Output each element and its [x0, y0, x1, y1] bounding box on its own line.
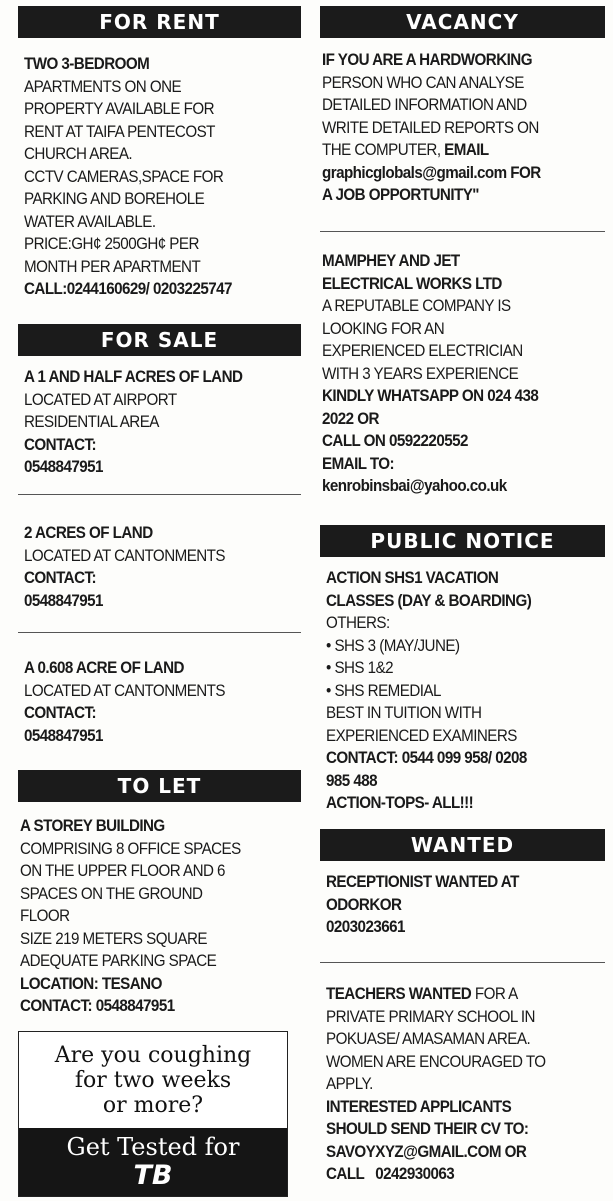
ad-line: WATER AVAILABLE.: [24, 212, 156, 231]
ad-line: CCTV CAMERAS,SPACE FOR: [24, 167, 224, 186]
vacancy-heading: VACANCY: [320, 6, 605, 38]
ad-line: CHURCH AREA.: [24, 145, 133, 163]
ad-line: LOCATED AT CANTONMENTS: [24, 681, 225, 700]
ad-line: LOCATED AT AIRPORT: [24, 390, 177, 409]
tb-ad-cta: [19, 1128, 287, 1196]
teachers-ad: [326, 983, 609, 1186]
ad-email-label: EMAIL: [444, 141, 489, 159]
list-item: • SHS 3 (MAY/JUNE): [326, 635, 609, 658]
ad-call: CALL:0244160629/ 0203225747: [24, 280, 232, 298]
ad-line: PERSON WHO CAN ANALYSE: [322, 73, 524, 92]
ad-line: RESIDENTIAL AREA: [24, 413, 159, 431]
ad-contact: SHOULD SEND THEIR CV TO:: [326, 1120, 529, 1138]
ad-call-label: CALL: [326, 1165, 365, 1183]
ad-contact: CONTACT: 0544 099 958/ 0208: [326, 749, 527, 767]
tb-line: Are you coughing: [54, 1042, 252, 1068]
ad-line: SIZE 219 METERS SQUARE: [20, 929, 207, 948]
tb-line: for two weeks: [74, 1067, 232, 1093]
ad-contact: EMAIL TO:: [322, 454, 395, 473]
ad-phone: 0203023661: [326, 918, 405, 936]
tb-health-ad: [18, 1031, 288, 1197]
ad-contact: ACTION-TOPS- ALL!!!: [326, 794, 474, 812]
ad-location: LOCATION: TESANO: [20, 974, 162, 993]
tb-line: or more?: [102, 1092, 204, 1118]
ad-line: RENT AT TAIFA PENTECOST: [24, 122, 215, 141]
to-let-heading: TO LET: [18, 770, 301, 802]
tb-line: Get Tested for: [66, 1133, 240, 1161]
ad-line: WRITE DETAILED REPORTS ON: [322, 118, 539, 137]
ad-email: graphicglobals@gmail.com FOR: [322, 163, 541, 182]
ad-line: WITH 3 YEARS EXPERIENCE: [322, 364, 519, 383]
for-sale-ad-1: [24, 366, 305, 479]
list-item: • SHS 1&2: [326, 657, 609, 680]
ad-title: MAMPHEY AND JET: [322, 252, 460, 270]
for-sale-ad-2: [24, 522, 305, 612]
ad-call: [326, 1163, 609, 1186]
public-notice-ad: [326, 567, 609, 815]
ad-title: RECEPTIONIST WANTED AT: [326, 873, 519, 891]
ad-line: BEST IN TUITION WITH: [326, 704, 482, 722]
ad-line: MONTH PER APARTMENT: [24, 257, 201, 276]
ad-line: LOCATED AT CANTONMENTS: [24, 546, 225, 565]
ad-line: WOMEN ARE ENCOURAGED TO: [326, 1052, 546, 1071]
list-item: • SHS REMEDIAL: [326, 680, 609, 703]
ad-title: ACTION SHS1 VACATION: [326, 569, 499, 587]
tb-ad-question: [19, 1032, 287, 1128]
ad-line: LOOKING FOR AN: [322, 319, 445, 338]
wanted-heading: WANTED: [320, 829, 605, 861]
ad-phone: 0548847951: [24, 591, 103, 610]
public-notice-heading: PUBLIC NOTICE: [320, 525, 605, 557]
ad-line: SPACES ON THE GROUND: [20, 884, 203, 903]
ad-line: EXPERIENCED EXAMINERS: [326, 726, 517, 745]
ad-contact: CALL ON 0592220552: [322, 432, 468, 450]
ad-title: TWO 3-BEDROOM: [24, 55, 150, 73]
ad-contact: KINDLY WHATSAPP ON 024 438: [322, 387, 539, 405]
for-rent-heading: FOR RENT: [18, 6, 301, 38]
ad-contact-label: CONTACT:: [24, 435, 97, 454]
ad-phone: 0548847951: [24, 458, 103, 476]
ad-title: TEACHERS WANTED: [326, 985, 472, 1003]
ad-title: ELECTRICAL WORKS LTD: [322, 274, 502, 293]
ad-title: ODORKOR: [326, 895, 402, 914]
ad-line: COMPRISING 8 OFFICE SPACES: [20, 839, 241, 858]
ad-line: APARTMENTS ON ONE: [24, 77, 182, 96]
ad-line: DETAILED INFORMATION AND: [322, 96, 527, 114]
ad-email: kenrobinsbai@yahoo.co.uk: [322, 477, 507, 495]
ad-title: IF YOU ARE A HARDWORKING: [322, 51, 532, 69]
ad-line: PROPERTY AVAILABLE FOR: [24, 100, 215, 118]
ad-contact: INTERESTED APPLICANTS: [326, 1097, 512, 1116]
divider: [18, 494, 301, 495]
ad-text: THE COMPUTER,: [322, 141, 445, 159]
ad-text: FOR A: [471, 985, 518, 1003]
ad-line: [322, 139, 605, 162]
ad-title: 2 ACRES OF LAND: [24, 524, 153, 542]
for-rent-ad: [24, 53, 305, 301]
ad-line: APPLY.: [326, 1075, 373, 1093]
ad-line: PRICE:GH¢ 2500GH¢ PER: [24, 235, 199, 253]
ad-title: A STOREY BUILDING: [20, 817, 165, 835]
divider: [320, 231, 605, 232]
vacancy-ad: [322, 49, 605, 207]
ad-contact-label: CONTACT:: [24, 704, 97, 722]
divider: [18, 632, 301, 633]
receptionist-ad: [326, 871, 609, 939]
ad-contact: 2022 OR: [322, 409, 379, 428]
ad-phone: 0548847951: [24, 726, 103, 745]
ad-line: EXPERIENCED ELECTRICIAN: [322, 342, 523, 360]
electrical-ad: [322, 250, 605, 498]
ad-line: PARKING AND BOREHOLE: [24, 190, 205, 208]
ad-line: A REPUTABLE COMPANY IS: [322, 297, 511, 315]
ad-title: A 0.608 ACRE OF LAND: [24, 659, 184, 677]
tb-word: TB: [133, 1160, 173, 1191]
ad-title: CLASSES (DAY & BOARDING): [326, 591, 532, 610]
ad-contact: SAVOYXYZ@GMAIL.COM OR: [326, 1142, 527, 1161]
ad-line: FLOOR: [20, 907, 70, 925]
ad-line: POKUASE/ AMASAMAN AREA.: [326, 1030, 531, 1048]
ad-line: PRIVATE PRIMARY SCHOOL IN: [326, 1007, 535, 1026]
for-sale-ad-3: [24, 657, 305, 747]
ad-contact: CONTACT: 0548847951: [20, 997, 175, 1015]
divider: [320, 962, 605, 963]
ad-phone: 0242930063: [375, 1165, 455, 1183]
ad-line: A JOB OPPORTUNITY": [322, 186, 479, 204]
ad-contact-label: CONTACT:: [24, 569, 97, 587]
ad-line: [326, 983, 609, 1006]
ad-contact: 985 488: [326, 771, 378, 790]
ad-line: ON THE UPPER FLOOR AND 6: [20, 862, 225, 880]
ad-line: ADEQUATE PARKING SPACE: [20, 952, 217, 970]
for-sale-heading: FOR SALE: [18, 324, 301, 356]
to-let-ad: [20, 815, 301, 1018]
ad-title: A 1 AND HALF ACRES OF LAND: [24, 368, 243, 386]
ad-line: OTHERS:: [326, 614, 390, 632]
